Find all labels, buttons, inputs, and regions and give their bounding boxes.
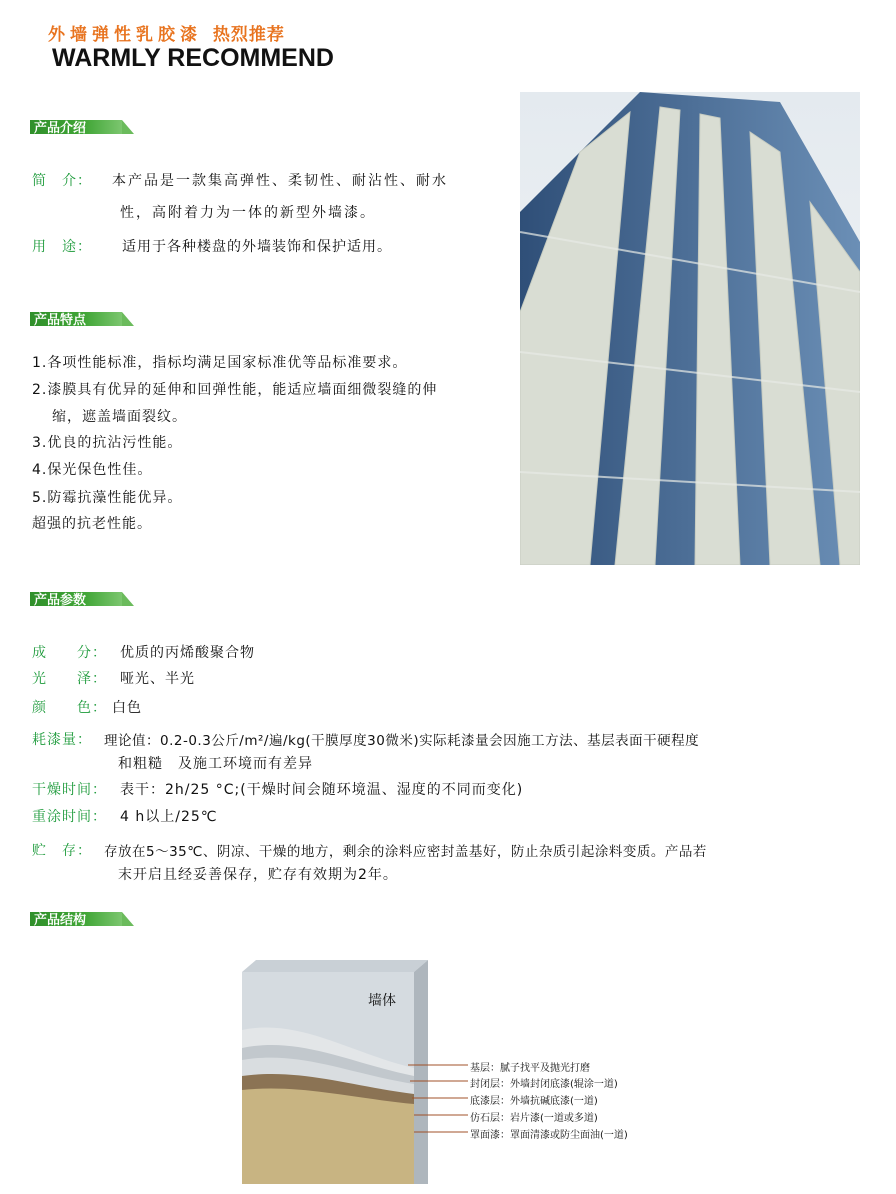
layer-label: 罩面漆：罩面清漆或防尘面油(一道): [470, 1130, 628, 1141]
param-color: 白色: [112, 700, 142, 716]
param-gloss: 哑光、半光: [120, 671, 195, 687]
param-dry-key: 干燥时间：: [32, 782, 107, 798]
title-cn-main: 外墙弹性乳胶漆: [48, 25, 202, 45]
param-consumption-line1: 理论值：0.2-0.3公斤/m²/遍/kg(干膜厚度30微米)实际耗漆量会因施工方法、基层表面干硬程度: [104, 733, 700, 749]
section-label: 产品介绍: [34, 121, 87, 136]
param-composition: 优质的丙烯酸聚合物: [120, 645, 255, 661]
param-consumption-line2: 和粗糙 及施工环境而有差异: [118, 756, 313, 772]
param-recoat-key: 重涂时间：: [32, 809, 107, 825]
feature-item: 超强的抗老性能。: [32, 516, 152, 532]
param-storage-line1: 存放在5～35℃、阴凉、干燥的地方，剩余的涂料应密封盖基好，防止杂质引起涂料变质。产品若: [104, 844, 707, 860]
wall-label: 墙体: [368, 993, 396, 1009]
feature-item: 缩，遮盖墙面裂纹。: [52, 409, 187, 425]
layer-label: 基层：腻子找平及抛光打磨: [470, 1063, 590, 1074]
param-recoat: 4 h以上/25℃: [120, 809, 218, 825]
page-title-cn: [48, 20, 285, 45]
section-tag-features: [30, 310, 134, 330]
param-gloss-key: 光 泽：: [32, 671, 107, 687]
param-storage-line2: 末开启且经妥善保存，贮存有效期为2年。: [118, 867, 398, 883]
building-photo: [520, 92, 860, 565]
section-tag-params: [30, 590, 134, 610]
param-dry: 表干：2h/25 °C;(干燥时间会随环境温、湿度的不同而变化): [120, 782, 524, 798]
intro-summary-key: 简 介：: [32, 173, 92, 189]
title-cn-highlight: 热烈推荐: [212, 25, 285, 45]
section-tag-intro: [30, 118, 134, 138]
intro-usage-text: 适用于各种楼盘的外墙装饰和保护适用。: [122, 239, 392, 255]
param-consumption-key: 耗漆量：: [32, 732, 92, 748]
param-composition-key: 成 分：: [32, 645, 107, 661]
layer-label: 底漆层：外墙抗碱底漆(一道): [470, 1096, 598, 1107]
section-label: 产品结构: [34, 913, 87, 928]
param-color-key: 颜 色：: [32, 700, 107, 716]
param-storage-key: 贮 存：: [32, 843, 92, 859]
section-tag-structure: [30, 910, 134, 930]
feature-item: 4.保光保色性佳。: [32, 462, 153, 478]
feature-item: 3.优良的抗沾污性能。: [32, 435, 183, 451]
feature-item: 2.漆膜具有优异的延伸和回弹性能，能适应墙面细微裂缝的伸: [32, 382, 438, 398]
intro-usage-key: 用 途：: [32, 239, 92, 255]
section-label: 产品参数: [34, 593, 87, 608]
page-title-en: WARMLY RECOMMEND: [52, 44, 334, 72]
feature-item: 1.各项性能标准，指标均满足国家标准优等品标准要求。: [32, 355, 408, 371]
layer-label: 封闭层：外墙封闭底漆(辊涂一道): [470, 1079, 618, 1090]
layer-structure-diagram: [240, 958, 670, 1186]
section-label: 产品特点: [34, 313, 87, 328]
feature-item: 5.防霉抗藻性能优异。: [32, 490, 183, 506]
intro-summary-line2: 性，高附着力为一体的新型外墙漆。: [120, 205, 376, 221]
layer-label: 仿石层：岩片漆(一道或多道): [470, 1113, 598, 1124]
intro-summary-line1: 本产品是一款集高弹性、柔韧性、耐沾性、耐水: [112, 173, 448, 189]
